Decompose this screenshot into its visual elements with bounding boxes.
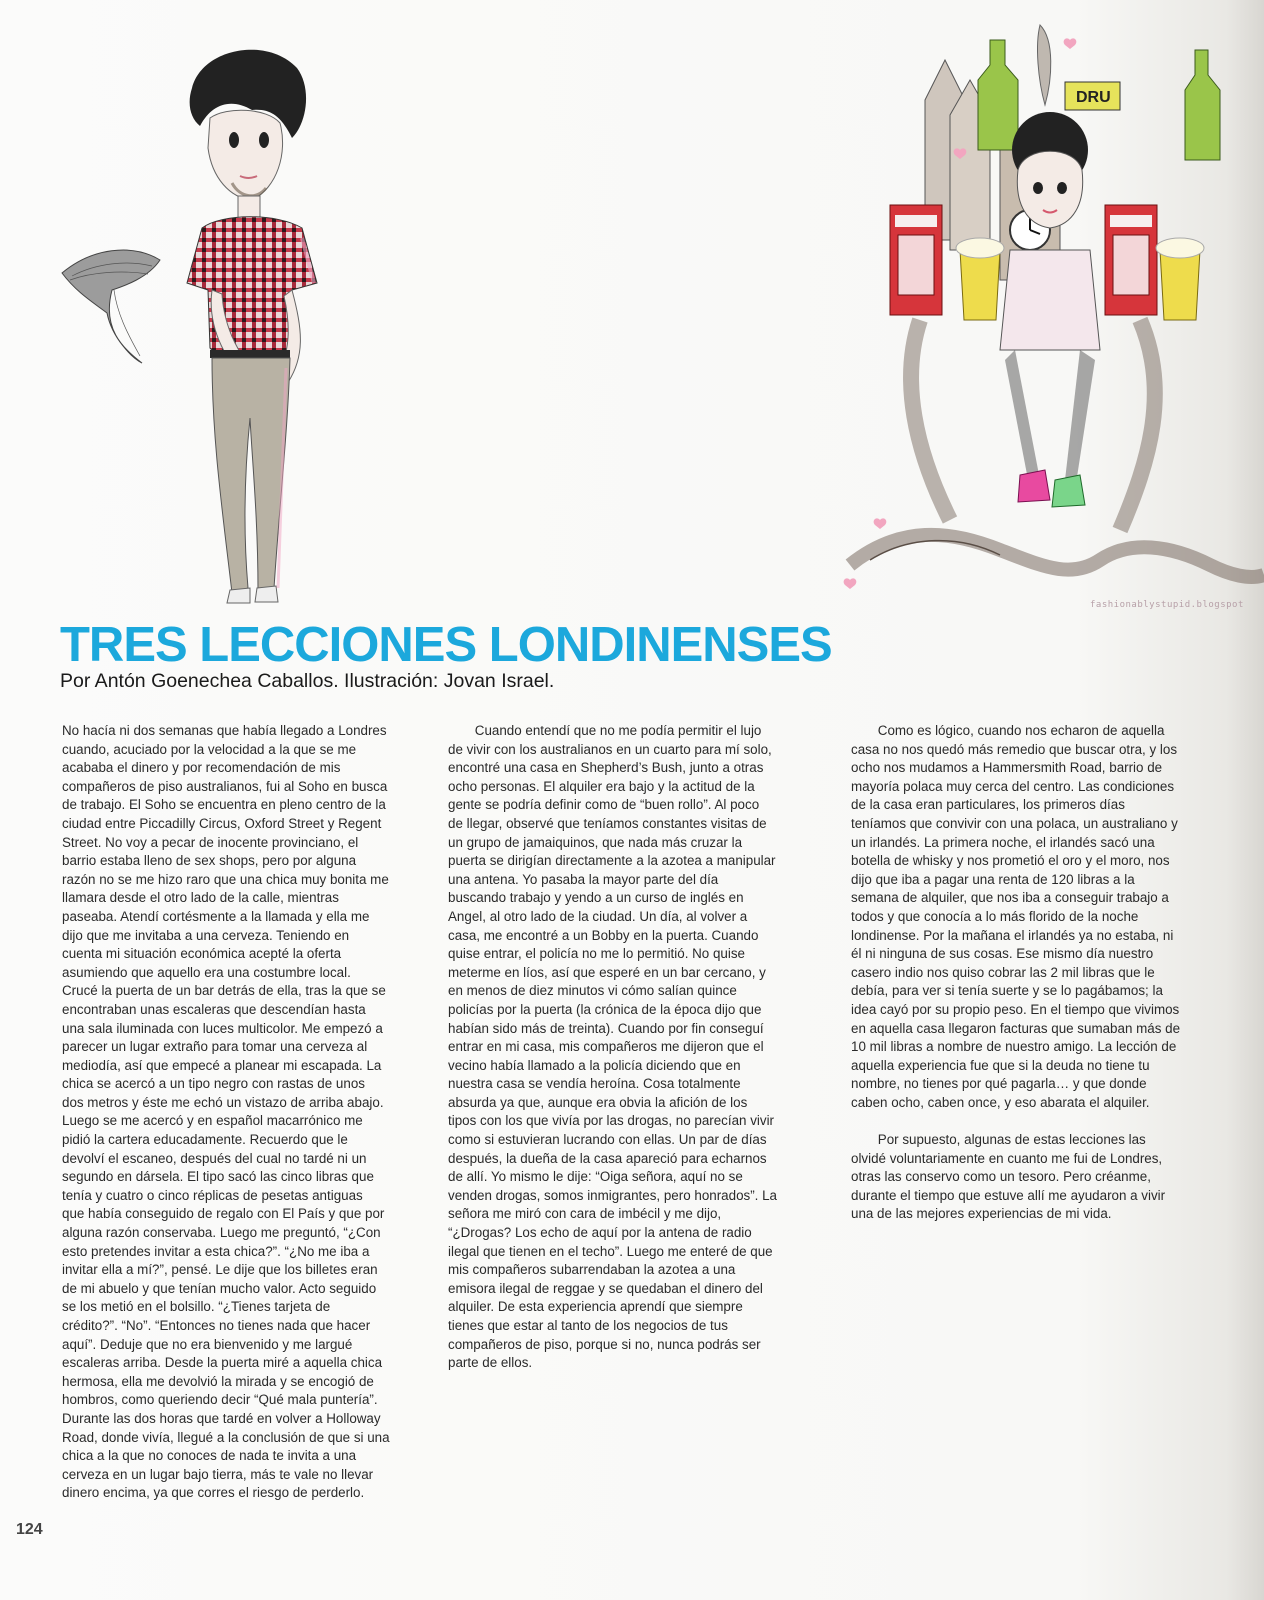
article-byline: Por Antón Goenechea Caballos. Ilustración: Jovan Israel. (60, 670, 555, 692)
body-line: Durante las dos horas que tardé en volver a Holloway (62, 1410, 381, 1426)
body-line: Luego se me acercó y en español macarrónico me (62, 1113, 363, 1129)
body-line: crédito?”. “No”. “Entonces no tienes nada que hacer (62, 1318, 371, 1333)
body-line: debía, para ver si tenía suerte y se lo pagábamos; la (851, 983, 1163, 999)
body-line: ocho nos mudamos a Hammersmith Road, barrio de (851, 760, 1163, 776)
body-line: compañeros de piso australianos, fui al Soho en busca (62, 778, 388, 794)
body-line: cerveza en un lugar bajo tierra, más te vale no llevar (62, 1466, 374, 1482)
body-line: dos metros y éste me echó un vistazo de arriba abajo. (62, 1094, 384, 1110)
body-line: de llegar, observé que teníamos constantes visitas de (448, 815, 767, 831)
body-column-3 (851, 722, 1236, 1224)
body-line: en aquella casa llegaron facturas que sumaban más de (851, 1020, 1181, 1036)
body-line: casa, me encontré a un Bobby en la puerta. Cuando (448, 927, 759, 943)
body-line: un irlandés. La primera noche, el irlandés sacó una (851, 834, 1155, 850)
body-line: Angel, al otro lado de la ciudad. Un día, al volver a (448, 908, 748, 924)
body-paragraph (851, 1131, 1236, 1224)
body-line: absurda ya que, aunque era obvia la afición de los (448, 1094, 748, 1110)
body-line: gente se podría definir como de “buen rollo”. Al poco (448, 797, 760, 813)
body-line: como si estuvieran lucrando con ellas. Un par de días (448, 1132, 767, 1148)
page-number: 124 (16, 1521, 43, 1538)
body-line: semana de alquiler, que nos iba a conseguir trabajo a (851, 890, 1169, 906)
body-line: durante el tiempo que estuve allí me ayudaron a vivir (851, 1187, 1166, 1203)
paragraph-gap (851, 1112, 1236, 1131)
body-paragraph (62, 722, 447, 1503)
body-paragraph (851, 722, 1236, 1112)
body-line: de vivir con los australianos en un cuarto para mí solo, (448, 741, 772, 757)
body-line: vecino había llamado a la policía diciendo que en (448, 1057, 741, 1073)
body-line: en menos de diez minutos vi cómo salían quince (448, 983, 737, 999)
body-line: emisora ilegal de reggae y se quedaban el dinero del (448, 1280, 763, 1296)
body-line: mis compañeros subarrendaban la azotea a una (448, 1262, 736, 1278)
body-column-1 (62, 722, 447, 1503)
body-line: quise entrar, el policía no me lo permitió. No quise (448, 946, 745, 962)
body-line: idea cayó por su propio peso. En el tiempo que vivimos (851, 1001, 1180, 1017)
body-line: cuando, acuciado por la velocidad a la que se me (62, 741, 357, 757)
body-line: todos y que conocía a lo más florido de la noche (851, 908, 1139, 924)
body-line: “¿Drogas? Los echo de aquí por la antena de radio (448, 1225, 752, 1241)
body-line: venden drogas, somos inmigrantes, pero honrados”. La (448, 1187, 778, 1203)
body-line: tienes que estar al tanto de los negocios de tus (448, 1318, 728, 1333)
body-line: llamara desde el otro lado de la calle, mientras (62, 890, 339, 906)
body-line: tenía y cuatro o cinco réplicas de pesetas antiguas (62, 1187, 363, 1203)
body-line: compañeros de piso, porque si no, nunca podrás ser (448, 1336, 761, 1352)
body-line: invitar ella a mí?”, pensé. Le dije que los billetes eran (62, 1262, 378, 1278)
body-line: dijo que iba a pagar una renta de 120 libras a la (851, 871, 1135, 887)
body-line: de allí. Yo mismo le dije: “Oiga señora, aquí no se (448, 1169, 743, 1185)
body-line: buscando trabajo y yendo a un curso de inglés en (448, 890, 744, 906)
body-line: una antena. Yo pasaba la mayor parte del día (448, 871, 719, 887)
body-line: razón no se me hizo raro que una chica muy bonita me (62, 871, 389, 887)
body-line: parte de ellos. (448, 1355, 533, 1371)
body-line: un grupo de jamaiquinos, que nada más cruzar la (448, 834, 743, 850)
body-line: nombre, no tienes por qué pagarla… y que donde (851, 1076, 1147, 1092)
body-line: Street. No voy a pecar de inocente provinciano, el (62, 834, 359, 850)
body-line: aquella experiencia fue que si la deuda no tiene tu (851, 1057, 1150, 1073)
body-line: mediodía, así que empecé a planear mi escapada. La (62, 1057, 382, 1073)
body-line: puerta se dirigían directamente a la azotea a manipular (448, 853, 776, 869)
body-line: Road, donde vivía, llegué a la conclusión de que si una (62, 1429, 390, 1445)
body-line: 10 mil libras a nombre de nuestro amigo. La lección de (851, 1039, 1177, 1055)
body-paragraph (448, 722, 843, 1373)
body-line: paseaba. Atendí cortésmente a la llamada y ella me (62, 908, 370, 924)
illustration-london-collage (840, 20, 1264, 600)
body-line: barrio estaba lleno de sex shops, pero por alguna (62, 853, 357, 869)
body-line: asumiendo que aquello era una costumbre local. (62, 964, 351, 980)
body-line: entrar en mi casa, mis compañeros me dijeron que el (448, 1039, 764, 1055)
body-line: teníamos que convivir con una polaca, un australiano y (851, 815, 1178, 831)
illustration-young-man (52, 28, 412, 618)
body-line: olvidé voluntariamente en cuanto me fui de Londres, (851, 1150, 1163, 1166)
illustration-credit: fashionablystupid.blogspot (1090, 600, 1244, 610)
body-line: chica a la que no conoces de nada te invita a una (62, 1448, 357, 1464)
body-line: de mi abuelo y que tenían mucho valor. Acto seguido (62, 1280, 377, 1296)
body-line: casa no nos quedó más remedio que buscar otra, y los (851, 741, 1178, 757)
body-line: hermosa, ella me devolvió la mirada y se encogió de (62, 1373, 374, 1389)
body-line: tipos con los que vivía por las drogas, no parecían vivir (448, 1113, 775, 1129)
body-line: botella de whisky y nos prometió el oro y el moro, nos (851, 853, 1170, 869)
body-line: escaleras arriba. Desde la puerta miré a aquella chica (62, 1355, 383, 1371)
body-line: casero indio nos quiso cobrar las 2 mil libras que le (851, 964, 1155, 980)
body-line: caben ocho, caben once, y eso abarata el alquiler. (851, 1094, 1150, 1110)
body-column-2 (448, 722, 843, 1373)
body-line: londinense. Por la mañana el irlandés ya no estaba, ni (851, 927, 1174, 943)
article-title: TRES LECCIONES LONDINENSES (60, 618, 832, 672)
body-line: encontraban unas escaleras que descendían hasta (62, 1001, 366, 1017)
body-line: alguna razón conservaba. Luego me preguntó, “¿Con (62, 1225, 381, 1241)
body-line: nuestra casa se vendía heroína. Cosa totalmente (448, 1076, 741, 1092)
body-line: ciudad entre Piccadilly Circus, Oxford Street y Regent (62, 815, 382, 831)
body-line: meterme en líos, así que esperé en un bar cercano, y (448, 964, 766, 980)
body-line: acababa el dinero y por recomendación de mis (62, 760, 341, 776)
body-line: hombros, como queriendo decir “Qué mala puntería”. (62, 1392, 378, 1408)
body-line: habían sido más de treinta). Cuando por fin conseguí (448, 1020, 764, 1036)
body-line: cuenta mi situación económica acepté la oferta (62, 946, 342, 962)
body-line: policías por la puerta (la crónica de la época dijo que (448, 1001, 762, 1017)
body-line: aquí”. Deduje que no era bienvenido y me largué (62, 1336, 353, 1352)
body-line: Por supuesto, algunas de estas lecciones las (851, 1132, 1146, 1148)
body-line: que había conseguido de regalo con El País y que por (62, 1206, 385, 1222)
body-line: chica se acercó a un tipo negro con rastas de unos (62, 1076, 365, 1092)
body-line: ilegal que tienen en el techo”. Luego me enteré de que (448, 1243, 773, 1259)
body-line: alquiler. De esta experiencia aprendí que siempre (448, 1299, 743, 1315)
body-line: después, la dueña de la casa apareció para echarnos (448, 1150, 767, 1166)
body-line: Crucé la puerta de un bar detrás de ella, tras la que se (62, 983, 386, 999)
body-line: ocho personas. El alquiler era bajo y la actitud de la (448, 778, 755, 794)
body-line: una de las mejores experiencias de mi vida. (851, 1206, 1112, 1222)
body-line: mayoría polaca muy cerca del centro. Las condiciones (851, 778, 1175, 794)
body-line: se los metió en el bolsillo. “¿Tienes tarjeta de (62, 1299, 331, 1315)
body-line: encontré una casa en Shepherd’s Bush, junto a otras (448, 760, 764, 776)
body-line: señora me miró con cara de imbécil y me dijo, (448, 1206, 722, 1222)
body-line: una sala iluminada con luces multicolor. Me empezó a (62, 1020, 383, 1036)
body-line: Cuando entendí que no me podía permitir el lujo (448, 723, 762, 738)
body-line: pidió la cartera educadamente. Recuerdo que le (62, 1132, 348, 1148)
body-line: segundo en dársela. El tipo sacó las cinco libras que (62, 1169, 374, 1185)
body-line: dijo que me invitaba a una cerveza. Teniendo en (62, 927, 350, 943)
body-line: devolví el escaneo, después del cual no tardé ni un (62, 1150, 367, 1166)
body-line: esto pretendes invitar a esta chica?”. “¿No me iba a (62, 1243, 370, 1259)
body-line: No hacía ni dos semanas que había llegado a Londres (62, 723, 387, 738)
body-line: Como es lógico, cuando nos echaron de aquella (851, 723, 1165, 738)
body-line: parecer un lugar extraño para tomar una cerveza al (62, 1039, 368, 1055)
body-line: otras las conservo como un tesoro. Pero créanme, (851, 1169, 1151, 1185)
body-line: de la casa eran particulares, los primeros días (851, 797, 1125, 813)
body-line: de trabajo. El Soho se encuentra en pleno centro de la (62, 797, 386, 813)
svg-text:DRU: DRU (1076, 89, 1111, 106)
body-line: dinero encima, ya que corres el riesgo de perderlo. (62, 1485, 365, 1501)
body-line: él ni ninguna de sus cosas. Ese mismo día nuestro (851, 946, 1154, 962)
